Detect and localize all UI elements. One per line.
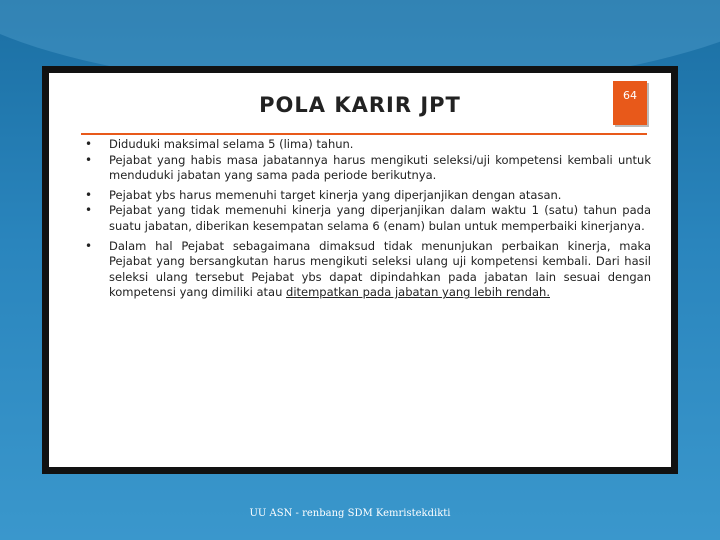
slide-content xyxy=(46,70,674,470)
bullet-item: • Pejabat yang habis masa jabatannya harus mengikuti seleksi/uji kompetensi kembali untuk menduduki jabatan yang sama pada periode berikutnya. xyxy=(85,153,651,184)
bullet-underlined-text: ditempatkan pada jabatan yang lebih rendah. xyxy=(286,285,550,300)
footer-text: UU ASN - renbang SDM Kemristekdikti xyxy=(249,508,451,519)
bullet-item: • Pejabat yang tidak memenuhi kinerja yang diperjanjikan dalam waktu 1 (satu) tahun pada suatu jabatan, diberikan kesempatan selama 6 (enam) bulan untuk memperbaiki kinerjanya. xyxy=(85,203,651,234)
bullet-item: • Pejabat ybs harus memenuhi target kinerja yang diperjanjikan dengan atasan. xyxy=(85,188,651,204)
bullet-item: • Diduduki maksimal selama 5 (lima) tahun. xyxy=(85,137,651,153)
slide-frame xyxy=(42,66,678,474)
bullet-list xyxy=(85,137,651,301)
slide-title: POLA KARIR JPT xyxy=(259,93,461,117)
bullet-text: Dalam hal Pejabat sebagaimana dimaksud tidak menunjukan perbaikan kinerja, maka Pejabat yang bersangkutan harus mengikuti seleksi ulang uji kompetensi kembali. Dari hasil seleksi ulang tersebut Pejabat ybs dapat dipindahkan pada jabatan lain sesuai dengan kompetensi yang dimiliki atau xyxy=(109,238,651,300)
title-divider xyxy=(81,133,647,135)
page-number-badge: 64 xyxy=(613,81,647,125)
bullet-item xyxy=(85,239,651,301)
